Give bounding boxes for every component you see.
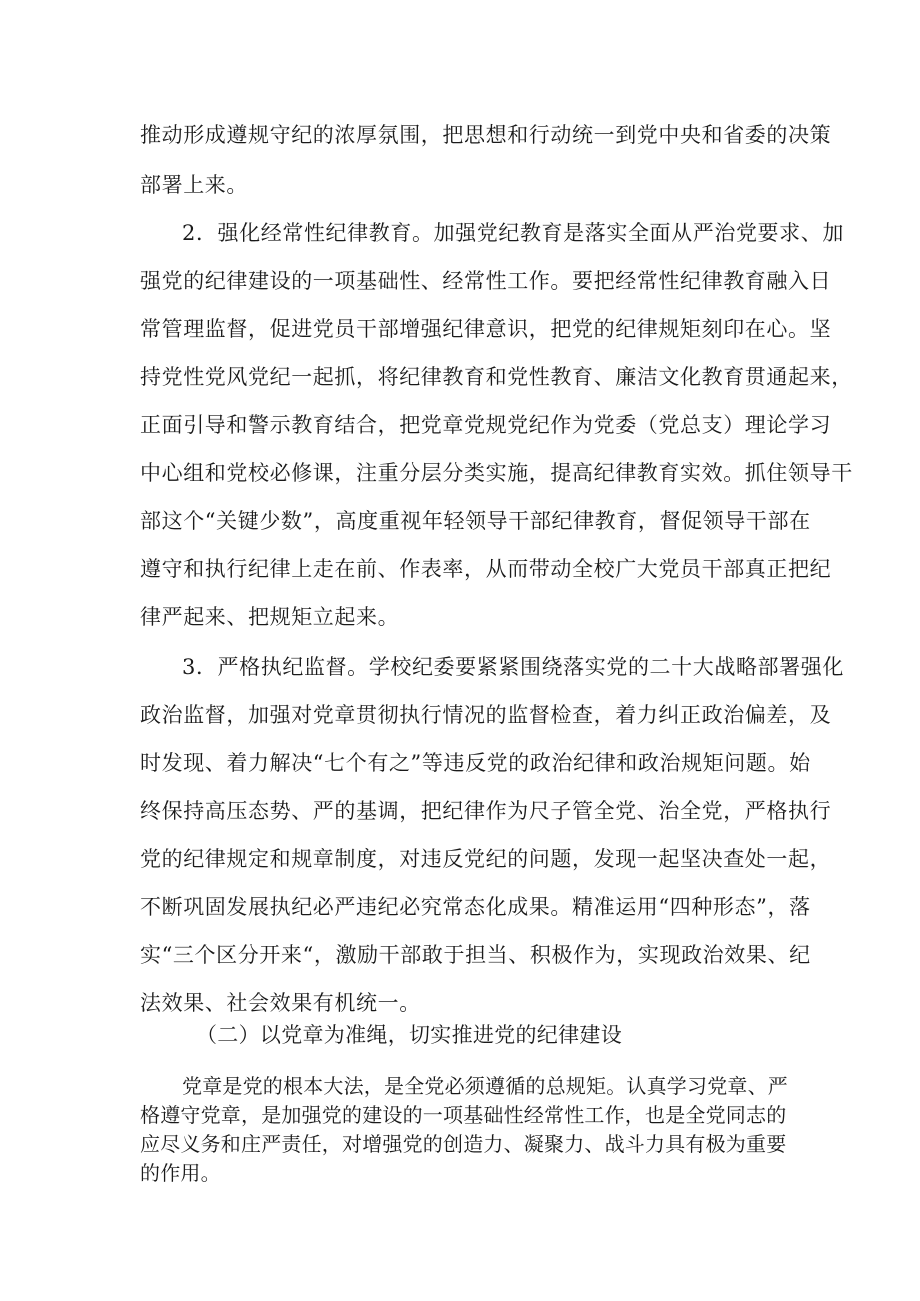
text-line: 持党性党风党纪一起抓，将纪律教育和党性教育、廉洁文化教育贯通起来， [140, 365, 853, 389]
text-line: 推动形成遵规守纪的浓厚氛围，把思想和行动统一到党中央和省委的决策 [140, 123, 832, 147]
text-line: 正面引导和警示教育结合，把党章党规党纪作为党委（党总支）理论学习 [140, 413, 832, 437]
numbered-paragraph-heading: 3．严格执纪监督。学校纪委要紧紧围绕落实党的二十大战略部署强化 [182, 655, 844, 679]
text-line: 时发现、着力解决“七个有之”等违反党的政治纪律和政治规矩问题。始 [140, 751, 811, 775]
numbered-paragraph-heading: 2．强化经常性纪律教育。加强党纪教育是落实全面从严治党要求、加 [182, 221, 844, 245]
section-heading: （二）以党章为准绳，切实推进党的纪律建设 [196, 1023, 622, 1047]
text-line: 中心组和党校必修课，注重分层分类实施，提高纪律教育实效。抓住领导干 [140, 461, 853, 485]
text-line: 部这个“关键少数”，高度重视年轻领导干部纪律教育，督促领导干部在 [140, 509, 811, 533]
text-line: 党章是党的根本大法，是全党必须遵循的总规矩。认真学习党章、严 [182, 1074, 788, 1098]
text-line: 强党的纪律建设的一项基础性、经常性工作。要把经常性纪律教育融入日 [140, 269, 832, 293]
text-line: 遵守和执行纪律上走在前、作表率，从而带动全校广大党员干部真正把纪 [140, 557, 832, 581]
text-line: 的作用。 [140, 1161, 221, 1185]
text-line: 政治监督，加强对党章贯彻执行情况的监督检查，着力纠正政治偏差，及 [140, 703, 832, 727]
text-line: 律严起来、把规矩立起来。 [140, 605, 400, 629]
text-line: 法效果、社会效果有机统一。 [140, 991, 421, 1015]
text-line: 终保持高压态势、严的基调，把纪律作为尺子管全党、治全党，严格执行 [140, 799, 832, 823]
text-line: 实“三个区分开来“，激励干部敢于担当、积极作为，实现政治效果、纪 [140, 943, 811, 967]
text-line: 部署上来。 [140, 173, 248, 197]
text-line: 常管理监督，促进党员干部增强纪律意识，把党的纪律规矩刻印在心。坚 [140, 317, 832, 341]
text-line: 应尽义务和庄严责任，对增强党的创造力、凝聚力、战斗力具有极为重要 [140, 1132, 787, 1156]
text-line: 党的纪律规定和规章制度，对违反党纪的问题，发现一起坚决查处一起， [140, 847, 832, 871]
text-line: 不断巩固发展执纪必严违纪必究常态化成果。精准运用“四种形态”，落 [140, 895, 811, 919]
text-line: 格遵守党章，是加强党的建设的一项基础性经常性工作，也是全党同志的 [140, 1103, 787, 1127]
